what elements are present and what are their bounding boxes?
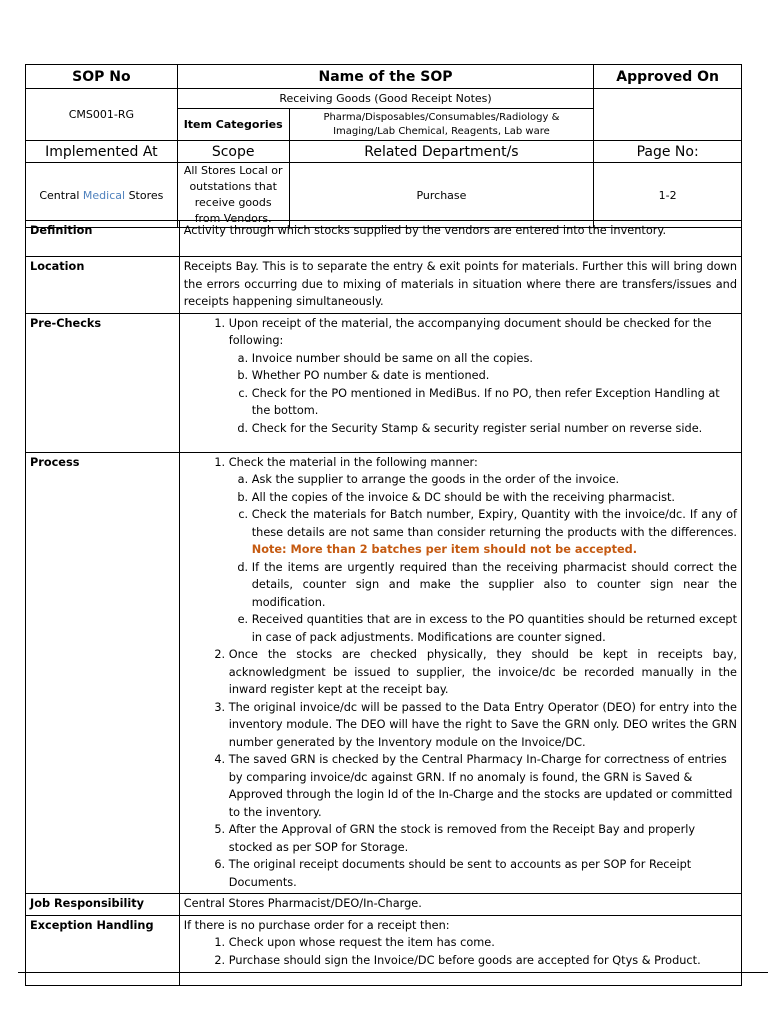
- process-list: [184, 454, 737, 892]
- list-item: 1. Upon receipt of the material, the accompanying document should be checked for the following: a. Invoice number should be same on all the copies. b. Whether PO number & date is mentioned. c. Check for the PO mentioned in MediBus. If no PO, then refer Exception Handling at the bottom. d. Check for the Security Stamp & security register serial number on reverse side.: [229, 315, 737, 438]
- sop-no-header: SOP No: [26, 65, 178, 89]
- exception-intro: If there is no purchase order for a receipt then:: [183, 918, 450, 932]
- list-item: a. Ask the supplier to arrange the goods in the order of the invoice.: [252, 471, 737, 489]
- list-item: 1. Check the material in the following manner: a. Ask the supplier to arrange the goods in the order of the invoice. b. All the copies of the invoice & DC should be with the receiving pharmacist. c. Check the materials for Batch number, Expiry, Quantity with the invoice/dc. If any of these details are not same than consider returning the products with the differences. Note: More than 2 batches per item should not be accepted. d. If the items are urgently required than the receiving pharmacist should correct the details, counter sign and make the supplier also to counter sign near the modification. e. Received quantities that are in excess to the PO quantities should be returned except in case of pack adjustments. Modifications are counter signed.: [229, 454, 737, 647]
- process-sublist: [229, 471, 737, 646]
- list-item: 6. The original receipt documents should be sent to accounts as per SOP for Receipt Documents.: [229, 856, 737, 891]
- process-label: Process: [26, 452, 180, 894]
- job-responsibility-label: Job Responsibility: [26, 894, 180, 916]
- sop-name-header: Name of the SOP: [177, 65, 594, 89]
- note-text: Note: More than 2 batches per item should not be accepted.: [251, 543, 638, 556]
- page-no-header: Page No:: [594, 141, 742, 163]
- prechecks-sublist: [229, 350, 737, 438]
- exception-list: [184, 934, 737, 969]
- scope-value: All Stores Local or outstations that receive goods from Vendors.: [177, 163, 289, 228]
- list-item: 4. The saved GRN is checked by the Central Pharmacy In-Charge for correctness of entries by comparing invoice/dc against GRN. If no anomaly is found, the GRN is Saved & Approved through the login Id of the In-Charge and the stocks are updated or committed to the inventory.: [229, 751, 737, 821]
- list-item: 2. Purchase should sign the Invoice/DC before goods are accepted for Qtys & Product.: [229, 952, 737, 970]
- process-content: [179, 452, 741, 894]
- location-text: Receipts Bay. This is to separate the entry & exit points for materials. Further this will bring down the errors occurring due to mixing of materials in situation where there are transfers/issues and receipts happening simultaneously.: [179, 257, 741, 314]
- approved-on-header: Approved On: [594, 65, 742, 89]
- definition-label: Definition: [26, 221, 180, 257]
- exception-handling-label: Exception Handling: [26, 915, 180, 985]
- prechecks-content: [179, 313, 741, 452]
- list-item: e. Received quantities that are in excess to the PO quantities should be returned except in case of pack adjustments. Modifications are counter signed.: [252, 611, 737, 646]
- list-item: b. All the copies of the invoice & DC should be with the receiving pharmacist.: [252, 489, 737, 507]
- sop-body-table: [25, 220, 742, 986]
- related-dept-header: Related Department/s: [289, 141, 594, 163]
- scope-header: Scope: [177, 141, 289, 163]
- list-item: 1. Check upon whose request the item has come.: [229, 934, 737, 952]
- sop-name-value: Receiving Goods (Good Receipt Notes): [177, 89, 594, 109]
- sop-no-value: CMS001-RG: [26, 89, 178, 141]
- implemented-at-header: Implemented At: [26, 141, 178, 163]
- sop-header-table: [25, 64, 742, 228]
- approved-on-value: [594, 89, 742, 141]
- list-item: c. Check for the PO mentioned in MediBus. If no PO, then refer Exception Handling at the bottom.: [252, 385, 737, 420]
- exception-handling-content: [179, 915, 741, 985]
- list-item: b. Whether PO number & date is mentioned.: [252, 367, 737, 385]
- item-categories-value: Pharma/Disposables/Consumables/Radiology & Imaging/Lab Chemical, Reagents, Lab ware: [289, 109, 594, 141]
- list-item: d. If the items are urgently required than the receiving pharmacist should correct the details, counter sign and make the supplier also to counter sign near the modification.: [252, 559, 737, 612]
- prechecks-list: [184, 315, 737, 438]
- list-item: c. Check the materials for Batch number, Expiry, Quantity with the invoice/dc. If any of these details are not same than consider returning the products with the differences. Note: More than 2 batches per item should not be accepted.: [252, 506, 737, 559]
- list-item: 2. Once the stocks are checked physically, they should be kept in receipts bay, acknowledgment be issued to supplier, the invoice/dc be recorded manually in the inward register kept at the receipt bay.: [229, 646, 737, 699]
- list-item: d. Check for the Security Stamp & security register serial number on reverse side.: [252, 420, 737, 438]
- definition-text: Activity through which stocks supplied by the vendors are entered into the inventory.: [179, 221, 741, 257]
- location-label: Location: [26, 257, 180, 314]
- list-item: a. Invoice number should be same on all the copies.: [252, 350, 737, 368]
- list-item: 5. After the Approval of GRN the stock is removed from the Receipt Bay and properly stocked as per SOP for Storage.: [229, 821, 737, 856]
- list-item: 3. The original invoice/dc will be passed to the Data Entry Operator (DEO) for entry into the inventory module. The DEO will have the right to Save the GRN only. DEO writes the GRN number generated by the Inventory module on the Invoice/DC.: [229, 699, 737, 752]
- page-no-value: 1-2: [594, 163, 742, 228]
- medical-word: Medical: [82, 188, 126, 202]
- implemented-at-value: Central Medical Stores: [26, 163, 178, 228]
- item-categories-label: Item Categories: [177, 109, 289, 141]
- related-dept-value: Purchase: [289, 163, 594, 228]
- job-responsibility-text: Central Stores Pharmacist/DEO/In-Charge.: [179, 894, 741, 916]
- page-bottom-rule: [18, 972, 768, 973]
- prechecks-label: Pre-Checks: [26, 313, 180, 452]
